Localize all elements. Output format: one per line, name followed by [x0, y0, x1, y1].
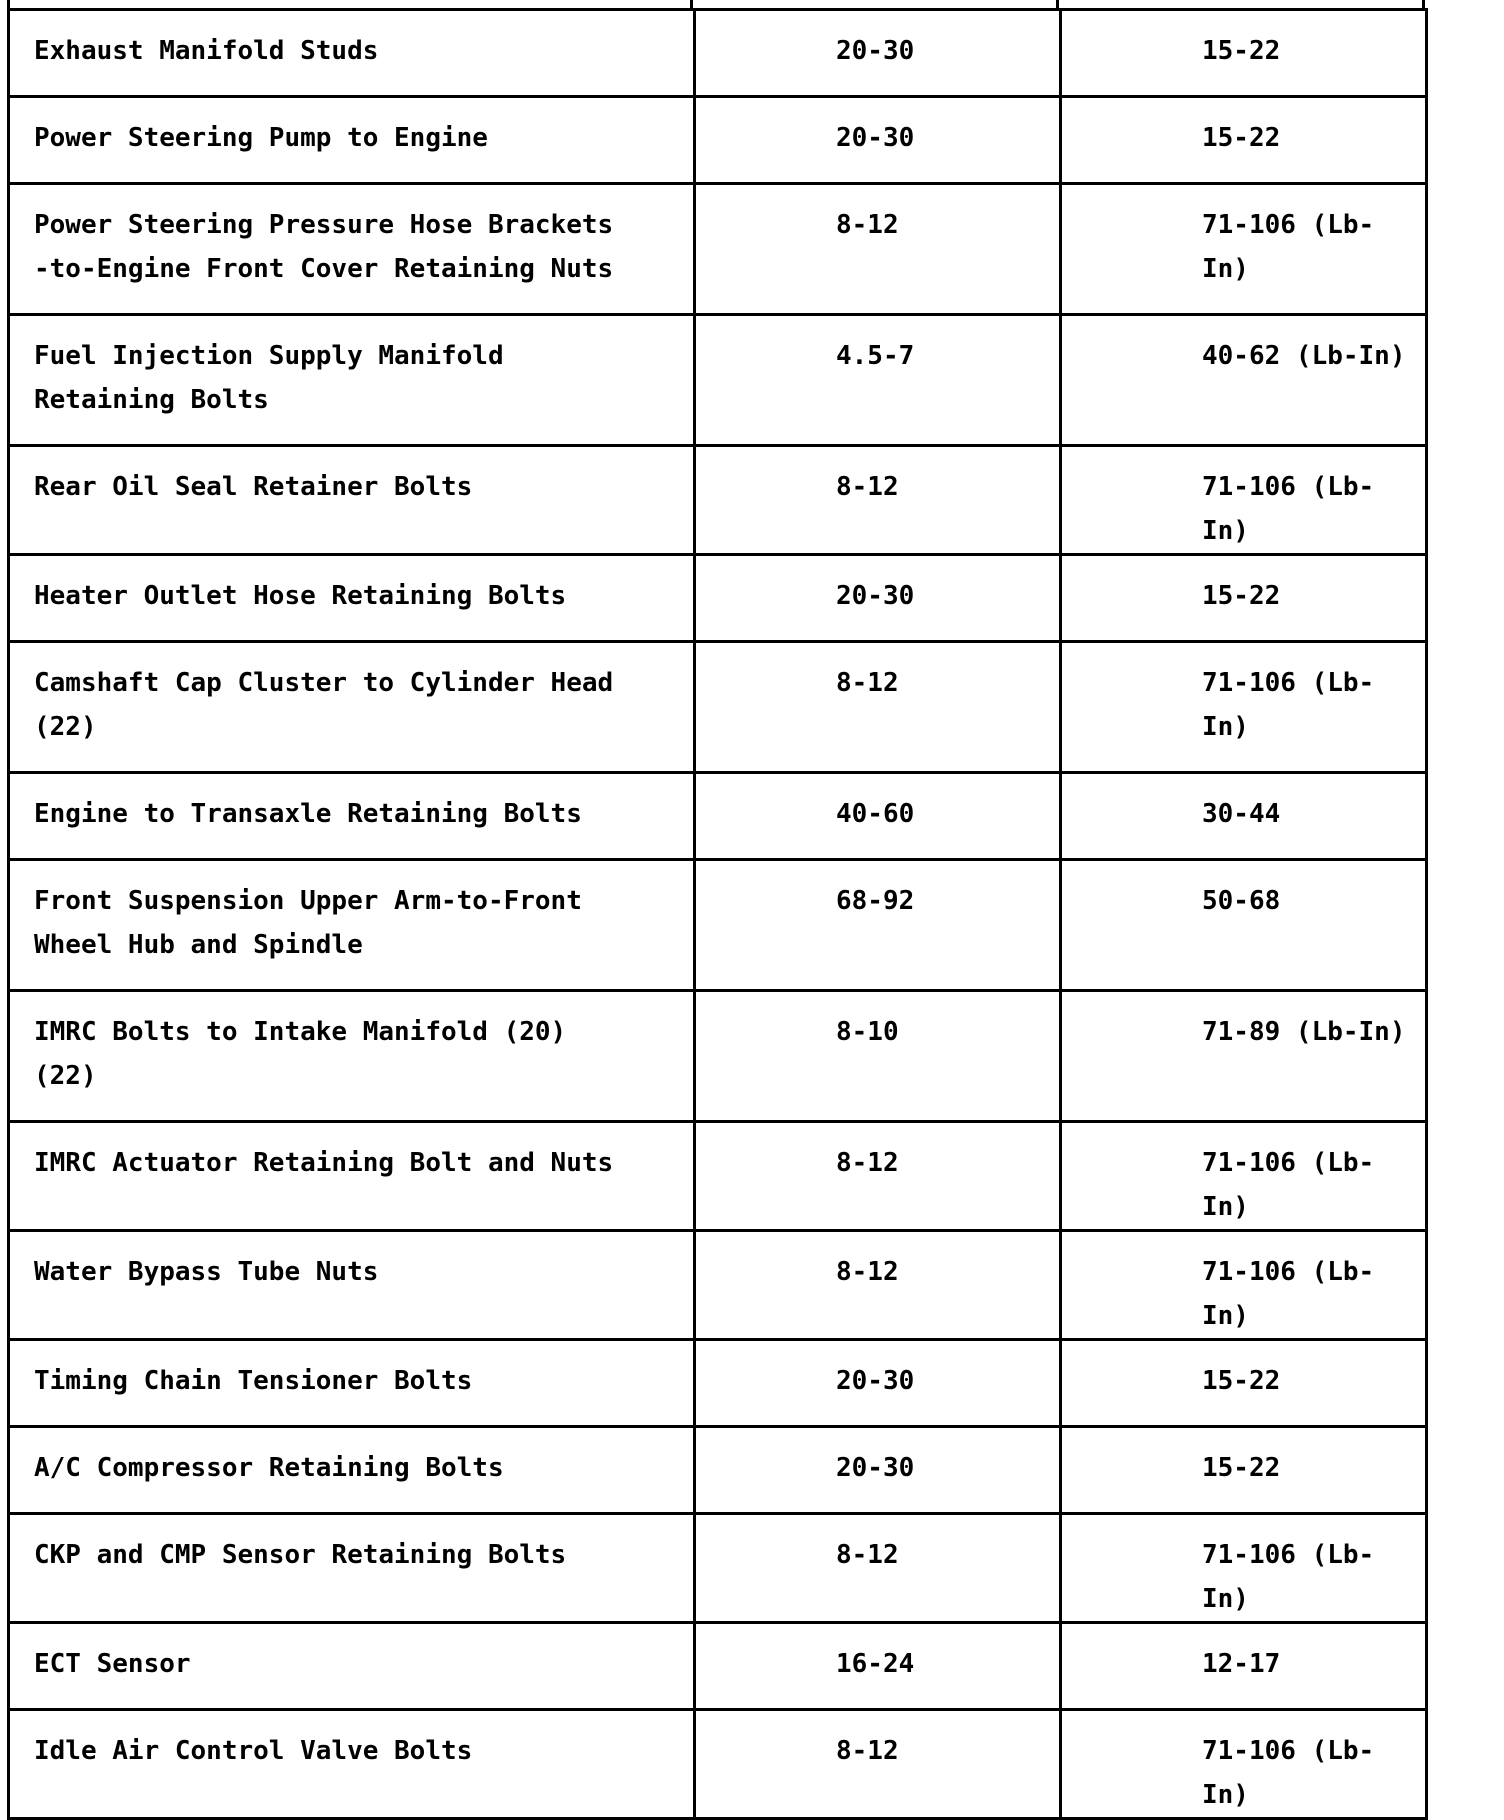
table-row	[9, 1122, 1427, 1231]
lbft-value-cell: 71-89 (Lb-In)	[1061, 991, 1427, 1122]
table-row	[9, 555, 1427, 642]
table-row	[9, 1514, 1427, 1623]
description-cell: Exhaust Manifold Studs	[9, 10, 695, 97]
table-row	[9, 991, 1427, 1122]
nm-value-cell: 4.5-7	[695, 315, 1061, 446]
lbft-value-cell: 15-22	[1061, 97, 1427, 184]
description-cell: Heater Outlet Hose Retaining Bolts	[9, 555, 695, 642]
lbft-value-cell: 15-22	[1061, 1427, 1427, 1514]
description-cell: Rear Oil Seal Retainer Bolts	[9, 446, 695, 555]
lbft-value-cell: 30-44	[1061, 773, 1427, 860]
lbft-value-cell: 15-22	[1061, 1340, 1427, 1427]
description-cell: Timing Chain Tensioner Bolts	[9, 1340, 695, 1427]
nm-value-cell: 8-12	[695, 1514, 1061, 1623]
lbft-value-cell: 40-62 (Lb-In)	[1061, 315, 1427, 446]
nm-value-cell: 16-24	[695, 1623, 1061, 1710]
table-row	[9, 1427, 1427, 1514]
table-row	[9, 773, 1427, 860]
table-row	[9, 97, 1427, 184]
nm-value-cell: 8-12	[695, 1231, 1061, 1340]
description-cell: IMRC Bolts to Intake Manifold (20) (22)	[9, 991, 695, 1122]
table-top-edge	[7, 0, 1428, 8]
lbft-value-cell: 71-106 (Lb-In)	[1061, 1122, 1427, 1231]
table-row	[9, 860, 1427, 991]
nm-value-cell: 20-30	[695, 10, 1061, 97]
nm-value-cell: 8-12	[695, 184, 1061, 315]
nm-value-cell: 20-30	[695, 1340, 1061, 1427]
description-cell: Idle Air Control Valve Bolts	[9, 1710, 695, 1819]
nm-value-cell: 8-10	[695, 991, 1061, 1122]
table-row	[9, 1710, 1427, 1819]
nm-value-cell: 8-12	[695, 446, 1061, 555]
lbft-value-cell: 71-106 (Lb-In)	[1061, 184, 1427, 315]
nm-value-cell: 8-12	[695, 1710, 1061, 1819]
torque-table-body	[9, 10, 1427, 1819]
description-cell: Power Steering Pressure Hose Brackets -to-Engine Front Cover Retaining Nuts	[9, 184, 695, 315]
description-cell: Front Suspension Upper Arm-to-Front Wheel Hub and Spindle	[9, 860, 695, 991]
nm-value-cell: 20-30	[695, 97, 1061, 184]
table-row	[9, 446, 1427, 555]
description-cell: IMRC Actuator Retaining Bolt and Nuts	[9, 1122, 695, 1231]
table-row	[9, 642, 1427, 773]
nm-value-cell: 20-30	[695, 1427, 1061, 1514]
lbft-value-cell: 15-22	[1061, 10, 1427, 97]
description-cell: Water Bypass Tube Nuts	[9, 1231, 695, 1340]
table-row	[9, 10, 1427, 97]
nm-value-cell: 8-12	[695, 1122, 1061, 1231]
lbft-value-cell: 71-106 (Lb-In)	[1061, 1710, 1427, 1819]
lbft-value-cell: 15-22	[1061, 555, 1427, 642]
nm-value-cell: 20-30	[695, 555, 1061, 642]
torque-spec-table	[7, 8, 1428, 1820]
description-cell: ECT Sensor	[9, 1623, 695, 1710]
description-cell: Engine to Transaxle Retaining Bolts	[9, 773, 695, 860]
nm-value-cell: 8-12	[695, 642, 1061, 773]
description-cell: Power Steering Pump to Engine	[9, 97, 695, 184]
lbft-value-cell: 71-106 (Lb-In)	[1061, 1514, 1427, 1623]
description-cell: CKP and CMP Sensor Retaining Bolts	[9, 1514, 695, 1623]
table-row	[9, 1623, 1427, 1710]
description-cell: A/C Compressor Retaining Bolts	[9, 1427, 695, 1514]
table-row	[9, 184, 1427, 315]
description-cell: Camshaft Cap Cluster to Cylinder Head (22)	[9, 642, 695, 773]
table-row	[9, 1340, 1427, 1427]
lbft-value-cell: 71-106 (Lb-In)	[1061, 1231, 1427, 1340]
nm-value-cell: 68-92	[695, 860, 1061, 991]
table-row	[9, 315, 1427, 446]
nm-value-cell: 40-60	[695, 773, 1061, 860]
description-cell: Fuel Injection Supply Manifold Retaining Bolts	[9, 315, 695, 446]
lbft-value-cell: 50-68	[1061, 860, 1427, 991]
lbft-value-cell: 71-106 (Lb-In)	[1061, 642, 1427, 773]
lbft-value-cell: 71-106 (Lb-In)	[1061, 446, 1427, 555]
lbft-value-cell: 12-17	[1061, 1623, 1427, 1710]
table-row	[9, 1231, 1427, 1340]
